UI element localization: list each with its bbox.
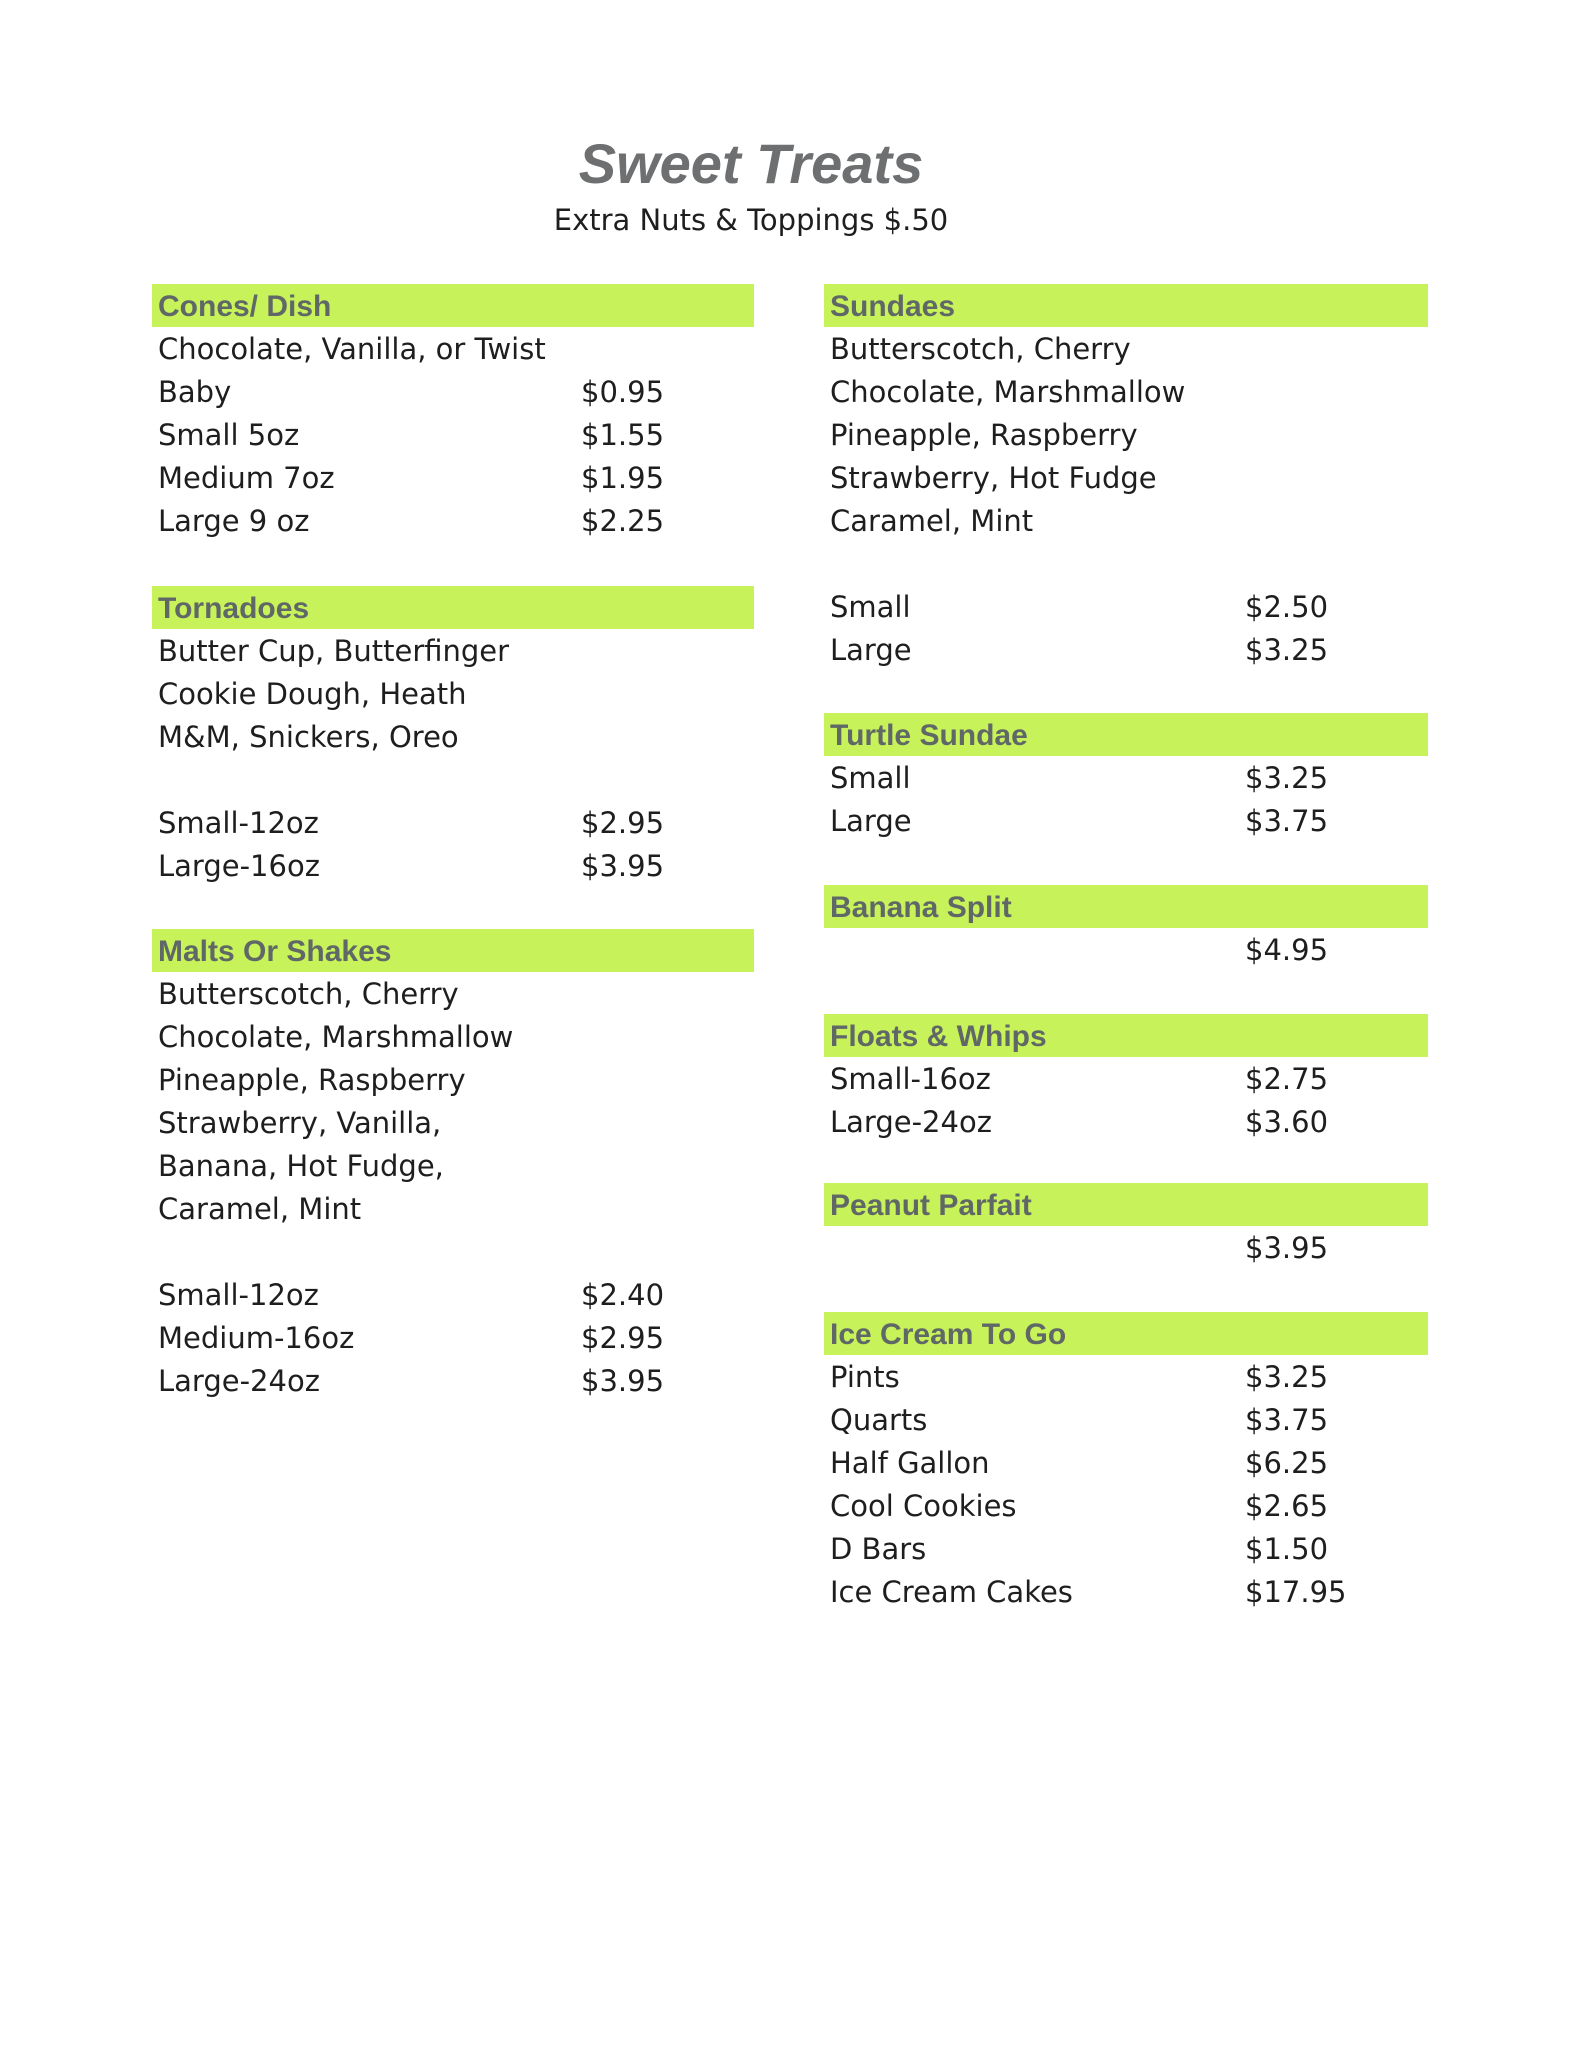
item-name: Pints [830, 1360, 900, 1394]
section-ice-cream-to-go [824, 1312, 1428, 1614]
item-price: $3.75 [1245, 1403, 1329, 1437]
flavor-line [152, 1016, 754, 1059]
item-price: $3.95 [581, 849, 665, 883]
section-header-cones: Cones/ Dish [152, 284, 754, 327]
item-name: Small-12oz [158, 806, 319, 840]
item-name: Small-16oz [830, 1062, 991, 1096]
flavor-text: Cookie Dough, Heath [158, 677, 467, 711]
flavor-text: Chocolate, Marshmallow [830, 375, 1186, 409]
section-peanut-parfait [824, 1183, 1428, 1270]
item-name: Large-16oz [158, 849, 320, 883]
item-price: $1.95 [581, 461, 665, 495]
flavor-line [152, 716, 754, 759]
flavor-text: Pineapple, Raspberry [158, 1063, 466, 1097]
section-header-sundaes: Sundaes [824, 284, 1428, 327]
menu-item [152, 802, 754, 845]
menu-item [152, 414, 754, 457]
item-price: $0.95 [581, 375, 665, 409]
menu-item [824, 800, 1428, 843]
item-price: $3.95 [1245, 1231, 1329, 1265]
item-price: $2.95 [581, 1321, 665, 1355]
menu-item [152, 457, 754, 500]
flavor-text: Caramel, Mint [158, 1192, 362, 1226]
item-name: Large 9 oz [158, 504, 310, 538]
flavor-text: Strawberry, Hot Fudge [830, 461, 1157, 495]
flavor-line [152, 630, 754, 673]
item-name: Ice Cream Cakes [830, 1575, 1073, 1609]
section-header-peanut-parfait: Peanut Parfait [824, 1183, 1428, 1226]
menu-item [824, 629, 1428, 672]
section-header-floats-whips: Floats & Whips [824, 1014, 1428, 1057]
item-price: $1.55 [581, 418, 665, 452]
flavor-text: Caramel, Mint [830, 504, 1034, 538]
menu-item [824, 1058, 1428, 1101]
flavor-text: Pineapple, Raspberry [830, 418, 1138, 452]
section-banana-split [824, 885, 1428, 972]
menu-item [824, 757, 1428, 800]
item-price: $3.75 [1245, 804, 1329, 838]
menu-item [152, 371, 754, 414]
flavor-text: M&M, Snickers, Oreo [158, 720, 459, 754]
menu-item [152, 845, 754, 888]
flavor-line [824, 500, 1428, 543]
menu-item [824, 1101, 1428, 1144]
item-name: Half Gallon [830, 1446, 990, 1480]
flavor-text: Butterscotch, Cherry [830, 332, 1131, 366]
section-header-turtle-sundae: Turtle Sundae [824, 713, 1428, 756]
flavor-line [152, 1145, 754, 1188]
section-turtle-sundae [824, 713, 1428, 843]
item-price: $3.25 [1245, 761, 1329, 795]
flavor-text: Chocolate, Marshmallow [158, 1020, 514, 1054]
flavor-line [152, 1102, 754, 1145]
menu-item [824, 1442, 1428, 1485]
item-name: Large-24oz [158, 1364, 320, 1398]
menu-item [152, 1274, 754, 1317]
section-header-tornadoes: Tornadoes [152, 586, 754, 629]
item-price: $2.50 [1245, 590, 1329, 624]
section-tornadoes [152, 586, 754, 888]
item-price: $2.75 [1245, 1062, 1329, 1096]
menu-item [824, 1528, 1428, 1571]
menu-item [152, 500, 754, 543]
menu-item [824, 586, 1428, 629]
item-price: $17.95 [1245, 1575, 1347, 1609]
item-price: $2.65 [1245, 1489, 1329, 1523]
section-floats-whips [824, 1014, 1428, 1144]
cones-flavors [152, 328, 754, 371]
menu-item [824, 1571, 1428, 1614]
item-price: $4.95 [1245, 933, 1329, 967]
item-name: Baby [158, 375, 232, 409]
flavor-line [824, 457, 1428, 500]
item-price: $3.25 [1245, 633, 1329, 667]
flavor-text: Strawberry, Vanilla, [158, 1106, 442, 1140]
menu-item [824, 1399, 1428, 1442]
item-name: Medium 7oz [158, 461, 335, 495]
item-name: Quarts [830, 1403, 928, 1437]
section-header-banana-split: Banana Split [824, 885, 1428, 928]
flavor-line [152, 973, 754, 1016]
item-price: $3.60 [1245, 1105, 1329, 1139]
flavor-text: Butterscotch, Cherry [158, 977, 459, 1011]
menu-subtitle: Extra Nuts & Toppings $.50 [553, 203, 949, 237]
item-name: Cool Cookies [830, 1489, 1017, 1523]
flavor-text: Butter Cup, Butterfinger [158, 634, 510, 668]
item-name: Small [830, 590, 911, 624]
section-malts [152, 929, 754, 1403]
item-name: Small-12oz [158, 1278, 319, 1312]
menu-title: Sweet Treats [578, 132, 924, 195]
flavor-line [152, 673, 754, 716]
item-price: $1.50 [1245, 1532, 1329, 1566]
item-price: $2.95 [581, 806, 665, 840]
flavor-line [824, 328, 1428, 371]
menu-item [824, 929, 1428, 972]
menu-item [152, 1360, 754, 1403]
item-name: Large [830, 804, 912, 838]
item-price: $2.40 [581, 1278, 665, 1312]
flavor-line [152, 1188, 754, 1231]
section-cones [152, 284, 754, 543]
item-price: $6.25 [1245, 1446, 1329, 1480]
item-name: D Bars [830, 1532, 927, 1566]
menu-item [824, 1227, 1428, 1270]
flavor-line [824, 414, 1428, 457]
section-header-malts: Malts Or Shakes [152, 929, 754, 972]
item-name: Small 5oz [158, 418, 300, 452]
menu-item [824, 1485, 1428, 1528]
item-name: Large [830, 633, 912, 667]
item-price: $2.25 [581, 504, 665, 538]
flavor-line [824, 371, 1428, 414]
flavor-text: Chocolate, Vanilla, or Twist [158, 332, 546, 366]
section-header-ice-cream-to-go: Ice Cream To Go [824, 1312, 1428, 1355]
menu-item [824, 1356, 1428, 1399]
flavor-line [152, 1059, 754, 1102]
item-price: $3.95 [581, 1364, 665, 1398]
item-name: Small [830, 761, 911, 795]
item-name: Large-24oz [830, 1105, 992, 1139]
flavor-text: Banana, Hot Fudge, [158, 1149, 444, 1183]
item-price: $3.25 [1245, 1360, 1329, 1394]
menu-item [152, 1317, 754, 1360]
section-sundaes [824, 284, 1428, 672]
item-name: Medium-16oz [158, 1321, 355, 1355]
